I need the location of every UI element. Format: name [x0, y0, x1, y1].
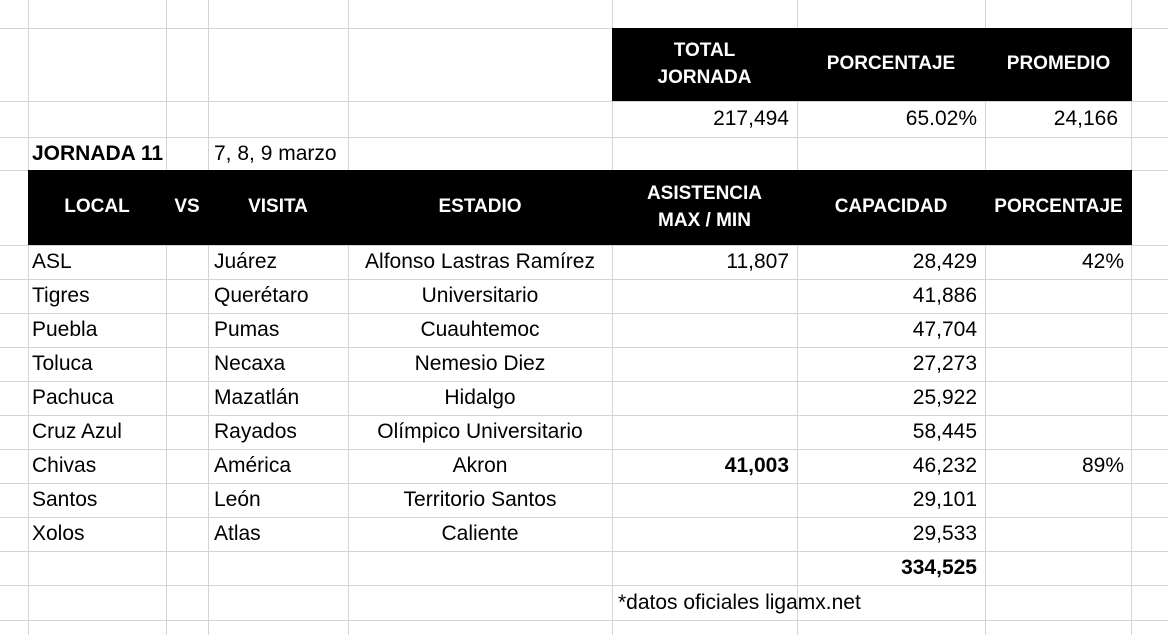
- asistencia-cell: [612, 517, 797, 551]
- asistencia-cell: [612, 313, 797, 347]
- jornada-dates: 7, 8, 9 marzo: [214, 141, 337, 165]
- porcentaje-cell: [985, 415, 1132, 449]
- asistencia-cell: 11,807: [726, 250, 789, 273]
- capacidad-cell: 47,704: [912, 318, 977, 341]
- asistencia-cell: 41,003: [724, 454, 789, 477]
- porcentaje-cell: [985, 313, 1132, 347]
- visita-cell: Rayados: [214, 420, 297, 443]
- capacidad-cell: 58,445: [912, 420, 977, 443]
- porcentaje-cell: [985, 517, 1132, 551]
- porcentaje-cell: [985, 279, 1132, 313]
- total-jornada-header: TOTAL JORNADA: [657, 39, 752, 88]
- porcentaje-header: PORCENTAJE: [826, 53, 956, 75]
- asistencia-cell: [612, 415, 797, 449]
- porcentaje-value: 65.02%: [905, 107, 977, 130]
- estadio-cell: Caliente: [441, 522, 519, 545]
- local-cell: Puebla: [32, 318, 98, 341]
- estadio-cell: Akron: [452, 454, 508, 477]
- estadio-cell: Cuauhtemoc: [420, 318, 540, 341]
- visita-cell: Pumas: [214, 318, 280, 341]
- visita-cell: León: [214, 488, 261, 511]
- local-cell: Cruz Azul: [32, 420, 122, 443]
- grid-line: [0, 551, 1168, 552]
- promedio-value: 24,166: [1053, 107, 1118, 130]
- asistencia-cell: [612, 381, 797, 415]
- visita-cell: América: [214, 454, 292, 477]
- promedio-header: PROMEDIO: [1006, 53, 1111, 75]
- porcentaje-cell: [985, 483, 1132, 517]
- source-note: *datos oficiales ligamx.net: [618, 590, 861, 614]
- porcentaje-cell: [985, 347, 1132, 381]
- capacidad-cell: 28,429: [912, 250, 977, 273]
- estadio-cell: Nemesio Diez: [414, 352, 546, 375]
- jornada-label: JORNADA 11: [32, 141, 164, 165]
- visita-cell: Atlas: [214, 522, 261, 545]
- total-jornada-value: 217,494: [713, 107, 789, 130]
- local-cell: Chivas: [32, 454, 97, 477]
- grid-line: [166, 0, 167, 635]
- porcentaje-cell: 42%: [1081, 250, 1124, 273]
- col-header-vs: VS: [174, 196, 200, 218]
- visita-cell: Mazatlán: [214, 386, 300, 409]
- local-cell: Toluca: [32, 352, 93, 375]
- col-header-local: LOCAL: [64, 196, 130, 218]
- local-cell: ASL: [32, 250, 72, 273]
- col-header-estadio: ESTADIO: [438, 196, 522, 218]
- asistencia-cell: [612, 347, 797, 381]
- estadio-cell: Alfonso Lastras Ramírez: [365, 250, 595, 273]
- visita-cell: Juárez: [214, 250, 278, 273]
- estadio-cell: Olímpico Universitario: [377, 420, 583, 443]
- col-header-asistencia: ASISTENCIA MAX / MIN: [646, 182, 763, 231]
- col-header-capacidad: CAPACIDAD: [834, 196, 948, 218]
- estadio-cell: Universitario: [421, 284, 539, 307]
- col-header-porcentaje: PORCENTAJE: [994, 196, 1123, 218]
- local-cell: Santos: [32, 488, 98, 511]
- porcentaje-cell: [985, 381, 1132, 415]
- capacidad-cell: 46,232: [912, 454, 977, 477]
- porcentaje-cell: 89%: [1081, 454, 1124, 477]
- capacidad-cell: 29,101: [912, 488, 977, 511]
- estadio-cell: Territorio Santos: [403, 488, 557, 511]
- capacidad-cell: 27,273: [912, 352, 977, 375]
- local-cell: Xolos: [32, 522, 85, 545]
- capacidad-cell: 25,922: [912, 386, 977, 409]
- capacidad-cell: 29,533: [912, 522, 977, 545]
- asistencia-cell: [612, 279, 797, 313]
- visita-cell: Querétaro: [214, 284, 309, 307]
- grid-line: [0, 620, 1168, 621]
- local-cell: Tigres: [32, 284, 90, 307]
- col-header-visita: VISITA: [248, 196, 308, 218]
- total-capacidad: 334,525: [901, 556, 977, 579]
- asistencia-cell: [612, 483, 797, 517]
- capacidad-cell: 41,886: [912, 284, 977, 307]
- local-cell: Pachuca: [32, 386, 114, 409]
- estadio-cell: Hidalgo: [444, 386, 516, 409]
- visita-cell: Necaxa: [214, 352, 286, 375]
